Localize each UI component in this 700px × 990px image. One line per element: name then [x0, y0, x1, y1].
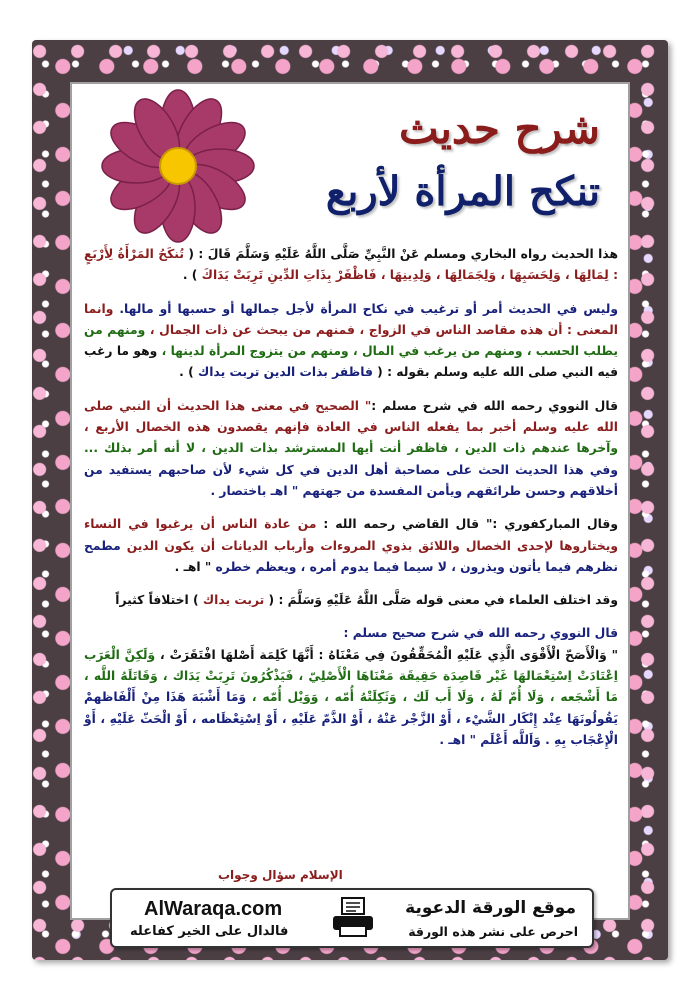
paragraph [84, 590, 618, 611]
text-segment: تُنكَحُ المَرْأَةُ لِأَرْبَعٍ : لِمَالِهَا ، وَلِحَسَبِهَا ، وَلِجَمَالِهَا ، وَلِدِينِهَا ، فَاظْفَرْ بِذَاتِ الدِّينِ تَرِبَتْ يَدَاكَ [84, 247, 618, 283]
text-segment: مطمح نظرهم فيما يأتون ويذرون ، لا سيما فيما يدوم أمره ، ويعظم خطره [84, 538, 618, 574]
text-segment: قال النووي رحمه الله في شرح صحيح مسلم : [343, 626, 618, 641]
printer-icon [330, 896, 376, 940]
article-body [84, 244, 618, 864]
text-segment: ومنهم من يطلب الحسب ، ومنهم من يرغب في المال ، ومنهم من يتزوج المرأة لدينها ، [84, 322, 618, 359]
text-segment: ) . [179, 365, 198, 380]
text-segment: " وَالْأَصَحّ الْأَقْوَى الَّذِي عَلَيْهِ الْمُحَقِّقُونَ فِي مَعْنَاهُ : أَنَّهَا كَلِمَة أَصْلهَا افْتَقَرَتْ ، [155, 647, 619, 662]
text-segment: وقد اختلف العلماء في معنى قوله صَلَّى اللَّهُ عَلَيْهِ وَسَلَّمَ : ( [264, 593, 618, 608]
text-segment: قال النووي رحمه الله في شرح مسلم : [371, 398, 618, 413]
paragraph [84, 623, 618, 751]
title-line-1: شرح حديث [398, 104, 600, 153]
text-segment: وهو ما رغب فيه النبي صلى الله عليه وسلم بقوله : ( [84, 344, 618, 380]
site-tagline: فالدال على الخير كفاعله [130, 924, 289, 939]
site-name: موقع الورقة الدعوية [405, 898, 576, 918]
text-segment: وانما المعنى : أن هذه مقاصد الناس في الزواج ، فمنهم من يبحث عن ذات الجمال ، [84, 301, 619, 337]
text-segment: تربت يداك [202, 593, 265, 608]
text-segment: وفي هذا الحديث الحث على مصاحبة أهل الدين في كل شيء لأن صاحبهم يستفيد من أخلاقهم وحسن طرائقهم ويأمن المفسدة من جهتهم " اهـ باختصار . [84, 462, 618, 498]
paragraph [84, 514, 618, 578]
text-segment: " الصحيح في معنى هذا الحديث أن النبي صلى الله عليه وسلم أخبر بما يفعله الناس في العادة فإنهم يقصدون هذه الخصال الأربع ، [84, 398, 618, 435]
text-segment: وآخرها عندهم ذات الدين ، فاظفر أنت أيها المسترشد بذات الدين ، لا أنه أمر بذلك ... [84, 441, 618, 456]
text-segment: وَلَكِنَّ الْعَرَب اِعْتَادَتْ اِسْتِعْمَالهَا غَيْر قَاصِدَة حَقِيقَة مَعْنَاهَا الْأَصْلِيّ ، فَيَذْكُرُونَ تَرِبَتْ يَدَاك ، وَقَاتَلَهُ اللَّه ، مَا أَشْجَعه ، وَلَا أُمّ لَهُ ، وَلَا أَب لَك ، وَثَكِلَتْهُ أُمّه ، وَوَيْل أُمّه ، [84, 647, 619, 705]
title-line-2: تنكح المرأة لأربع [325, 168, 600, 215]
text-segment: ) اختلافاً كثيراً [115, 593, 203, 608]
text-segment: فاظفر بذات الدين تربت يداك [197, 365, 373, 380]
paragraph [84, 396, 618, 502]
paragraph [84, 244, 618, 287]
text-segment: وليس في الحديث أمر أو ترغيب في نكاح المرأة لأجل جمالها أو حسبها أو مالها. [113, 301, 618, 316]
text-segment: وقال المباركفوري :" قال القاضي رحمه الله : [316, 517, 618, 532]
text-segment: ) . [182, 268, 202, 283]
paragraph [84, 299, 618, 384]
text-segment: من عادة الناس أن يرغبوا في النساء ويختاروها لإحدى الخصال واللائق بذوي المروءات وأرباب الديانات أن يكون الدين [84, 517, 618, 553]
site-slogan: احرص على نشر هذه الورقة [408, 924, 578, 939]
site-url[interactable]: AlWaraqa.com [144, 898, 283, 920]
text-segment: " اهـ . [174, 559, 216, 574]
text-segment: وَمَا أَشْبَهَ هَذَا مِنْ أَلْفَاظهمْ يَقُولُونَهَا عِنْد إِنْكَار الشَّيْء ، أَوْ الزَّجْر عَنْهُ ، أَوْ الذَّمّ عَلَيْهِ ، أَوْ اِسْتِعْظَامه ، أَوْ الْحَثّ عَلَيْهِ ، أَوْ الْإِعْجَاب بِهِ . وَاَللَّه أَعْلَم " اهـ . [84, 690, 618, 747]
footer-banner [110, 888, 594, 948]
text-segment: هذا الحديث رواه البخاري ومسلم عَنْ النَّبِيِّ صَلَّى اللَّهُ عَلَيْهِ وَسَلَّمَ قَالَ : ( [183, 247, 618, 261]
source-credit: الإسلام سؤال وجواب [218, 868, 343, 882]
flower-icon [100, 88, 256, 244]
